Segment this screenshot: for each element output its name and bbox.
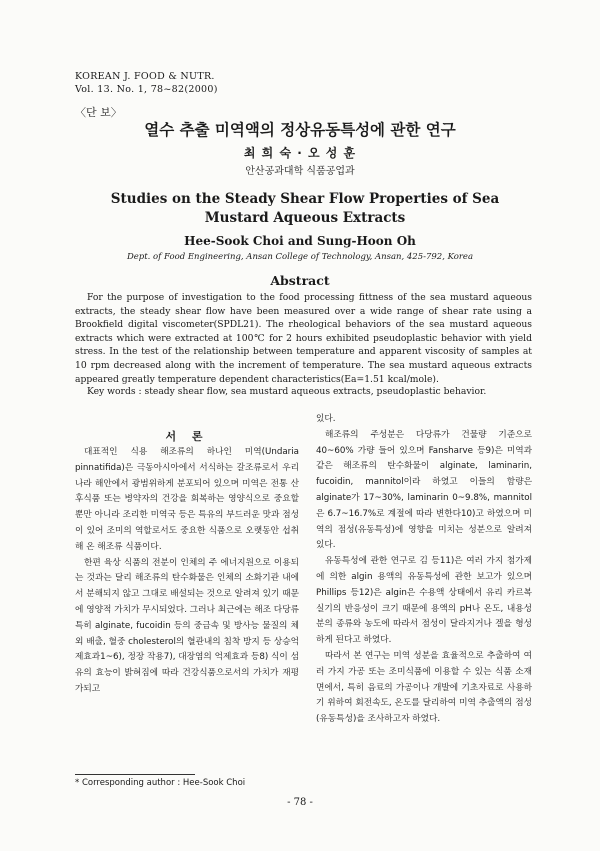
paragraph: 대표적인 식용 해조류의 하나인 미역(Undaria pinnatifida)은 극동아시아에서 서식하는 갈조류로서 우리 나라 해안에서 광범위하게 분포되어 있으며 미역은 전통 산후식품 또는 병약자의 건강을 회복하는 영양식으로 중요할 뿐만 아니라 조리한 미역국 등은 특유의 부드러운 맛과 점성이 있어 조미의 역할로서도 중요한 식품으로 오랫동안 섭취해 온 해조류 식품이다.: [75, 447, 299, 552]
left-column: [75, 445, 299, 698]
affiliation-english: Dept. of Food Engineering, Ansan College of Technology, Ansan, 425-792, Korea: [126, 252, 474, 262]
right-column: [316, 412, 532, 728]
paragraph: 해조류의 주성분은 다당류가 건물량 기준으로 40~60% 가량 들어 있으며 Fansharve 등9)은 미역과 같은 해조류의 탄수화물이 alginate, laminarin, fucoidin, mannitol이라 하였고 이들의 함량은 alginate가 17~30%, laminarin 0~9.8%, mannitol은 6.7~16.7%로 계절에 따라 변한다10)고 하였으며 미역의 점성(유동특성)에 영향을 미치는 성분으로 알려져 있다.: [316, 429, 532, 551]
footnote: * Corresponding author : Hee-Sook Choi: [75, 778, 246, 788]
footnote-divider: [75, 774, 195, 775]
authors-english: Hee-Sook Choi and Sung-Hoon Oh: [184, 234, 416, 248]
journal-volume: Vol. 13. No. 1, 78~82(2000): [75, 84, 218, 95]
paragraph: 한편 육상 식품의 전분이 인체의 주 에너지원으로 이용되는 것과는 달리 해조류의 탄수화물은 인체의 소화기관 내에서 분해되지 않고 그대로 배설되는 것으로 알려져 있기 때문에 영양적 가치가 무시되었다. 그러나 최근에는 해조 다당류 특히 alginate, fucoidin 등의 중금속 및 방사능 물질의 체외 배출, 혈중 cholesterol의 혈관내의 침착 방지 등 상승억제효과1~6), 정장 작용7), 대장염의 억제효과 등8) 식이 섬유의 효능이 밝혀짐에 따라 건강식품으로서의 가치가 재평가되고: [75, 557, 299, 694]
title-english: Studies on the Steady Shear Flow Properties of Sea Mustard Aqueous Extracts: [110, 191, 500, 226]
authors-korean: 최 희 숙 · 오 성 훈: [243, 146, 357, 160]
title-korean: 열수 추출 미역액의 정상유동특성에 관한 연구: [144, 121, 456, 139]
abstract-heading: Abstract: [270, 273, 330, 288]
paragraph: 따라서 본 연구는 미역 성분을 효율적으로 추출하여 여러 가지 가공 또는 조미식품에 이용할 수 있는 식품 소재면에서, 특히 음료의 가공이나 개발에 기초자료로 사용하기 위하여 회전속도, 온도를 달리하여 미역 추출액의 점성(유동특성)을 조사하고자 하였다.: [316, 650, 532, 725]
keywords: Key words : steady shear flow, sea mustard aqueous extracts, pseudoplastic behavior.: [87, 386, 487, 397]
article-type: 〈단 보〉: [75, 106, 122, 119]
journal-name: KOREAN J. FOOD & NUTR.: [75, 71, 215, 82]
section-heading-introduction: 서 론: [165, 430, 209, 443]
journal-header: [75, 70, 218, 96]
paragraph: 유동특성에 관한 연구로 김 등11)은 여러 가지 첨가제에 의한 algin 용액의 유동특성에 관한 보고가 있으며 Phillips 등12)은 algin은 수용액 상태에서 유리 카르복실기의 반응성이 크기 때문에 용액의 pH나 온도, 내용성분의 종류와 농도에 따라서 점성이 달라지거나 겔을 형성하게 된다고 하였다.: [316, 556, 532, 646]
page-number: - 78 -: [287, 797, 313, 808]
abstract-text: For the purpose of investigation to the food processing fittness of the sea mustard aqueous extracts, the steady shear flow have been measured over a wide range of shear rate using a Brookfield digital viscometer(SPDL21). The rheological behaviors of the sea mustard aqueous extracts which were extracted at 100℃ for 2 hours exhibited pseudoplastic behavior with yield stress. In the test of the relationship between temperature and apparent viscosity of samples at 10 rpm decreased along with the increment of temperature. The sea mustard aqueous extracts appeared greatly temperature dependent characteristics(Ea=1.51 kcal/mole).: [75, 292, 532, 385]
affiliation-korean: 안산공과대학 식품공업과: [245, 166, 355, 177]
paragraph: 있다.: [316, 414, 336, 424]
